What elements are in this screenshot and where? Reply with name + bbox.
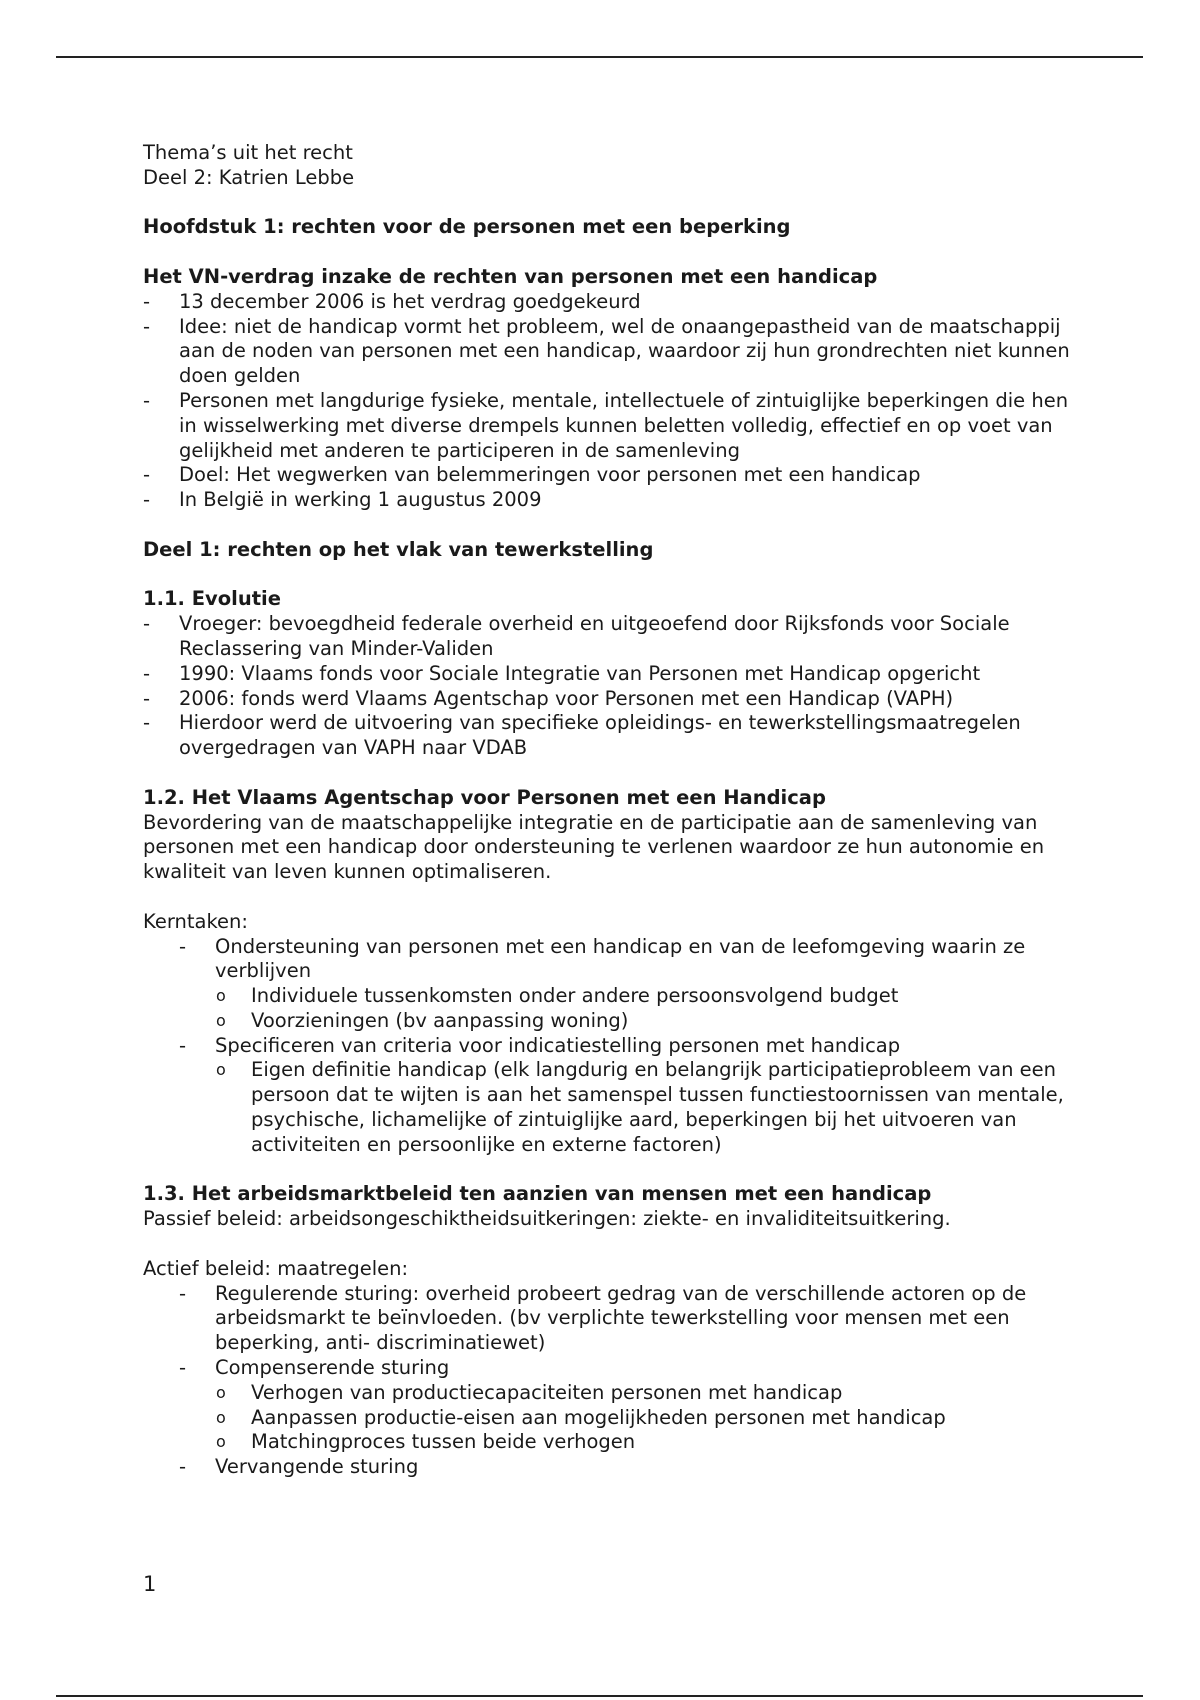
list-item: - Regulerende sturing: overheid probeert gedrag van de verschillende actoren op de arbeidsmarkt te beïnvloeden. (bv verplichte tewerkstelling voor mensen met een beperking, anti- discriminatiewet) (143, 1282, 1083, 1356)
section-1-1-heading: 1.1. Evolutie (143, 587, 281, 611)
sub-list-item: o Eigen definitie handicap (elk langdurig en belangrijk participatieprobleem van een persoon dat te wijten is aan het samenspel tussen functiestoornissen van mentale, psychische, lichamelijke of zintuiglijke aard, beperkingen bij het uitvoeren van activiteiten en persoonlijke en externe factoren) (215, 1058, 1083, 1157)
list-item (143, 1034, 1083, 1158)
course-title: Thema’s uit het recht (143, 141, 353, 164)
task-text: Specificeren van criteria voor indicatiestelling personen met handicap (215, 1033, 901, 1057)
sub-list-item: o Voorzieningen (bv aanpassing woning) (215, 1009, 1083, 1034)
list-item: - Doel: Het wegwerken van belemmeringen voor personen met een handicap (143, 463, 1083, 488)
sub-list-item: o Verhogen van productiecapaciteiten personen met handicap (215, 1381, 1083, 1406)
list-item: - 2006: fonds werd Vlaams Agentschap voor Personen met een Handicap (VAPH) (143, 687, 1083, 712)
vn-list (143, 290, 1083, 513)
list-item: - 13 december 2006 is het verdrag goedgekeurd (143, 290, 1083, 315)
sub-list (215, 984, 1083, 1034)
list-item: - 1990: Vlaams fonds voor Sociale Integratie van Personen met Handicap opgericht (143, 662, 1083, 687)
evolution-list (143, 612, 1083, 761)
footer-rule (56, 1695, 1143, 1697)
list-item: - In België in werking 1 augustus 2009 (143, 488, 1083, 513)
chapter-heading: Hoofdstuk 1: rechten voor de personen met een beperking (143, 215, 791, 239)
kerntaken-label: Kerntaken: (143, 909, 248, 933)
list-item: - Hierdoor werd de uitvoering van specifieke opleidings- en tewerkstellingsmaatregelen overgedragen van VAPH naar VDAB (143, 711, 1083, 761)
task-text: Compenserende sturing (215, 1356, 450, 1380)
vaph-intro: Bevordering van de maatschappelijke integratie en de participatie aan de samenleving van personen met een handicap door ondersteuning te verlenen waardoor ze hun autonomie en kwaliteit van leven kunnen optimaliseren. (143, 810, 1045, 884)
section-1-3-heading: 1.3. Het arbeidsmarktbeleid ten aanzien van mensen met een handicap (143, 1182, 932, 1206)
sub-list-item: o Aanpassen productie-eisen aan mogelijkheden personen met handicap (215, 1406, 1083, 1431)
list-item: - Idee: niet de handicap vormt het probleem, wel de onaangepastheid van de maatschappij aan de noden van personen met een handicap, waardoor zij hun grondrechten niet kunnen doen gelden (143, 315, 1083, 389)
document-body (143, 141, 1083, 1480)
header-rule (56, 56, 1143, 58)
active-policy-list (143, 1282, 1083, 1480)
list-item (143, 935, 1083, 1034)
passive-policy: Passief beleid: arbeidsongeschiktheidsuitkeringen: ziekte- en invaliditeitsuitkering. (143, 1207, 951, 1231)
task-text: Ondersteuning van personen met een handicap en van de leefomgeving waarin ze verblijven (215, 934, 1026, 983)
sub-list-item: o Individuele tussenkomsten onder andere persoonsvolgend budget (215, 984, 1083, 1009)
section-1-2-heading: 1.2. Het Vlaams Agentschap voor Personen met een Handicap (143, 785, 826, 809)
sub-list (215, 1058, 1083, 1157)
active-policy-label: Actief beleid: maatregelen: (143, 1256, 409, 1280)
sub-list (215, 1381, 1083, 1455)
course-subtitle: Deel 2: Katrien Lebbe (143, 165, 355, 189)
part-heading: Deel 1: rechten op het vlak van tewerkstelling (143, 537, 654, 561)
list-item (143, 1356, 1083, 1455)
sub-list-item: o Matchingproces tussen beide verhogen (215, 1430, 1083, 1455)
list-item: - Vroeger: bevoegdheid federale overheid en uitgeoefend door Rijksfonds voor Sociale Reclassering van Minder-Validen (143, 612, 1083, 662)
list-item: - Vervangende sturing (143, 1455, 1083, 1480)
kerntaken-list (143, 935, 1083, 1158)
list-item: - Personen met langdurige fysieke, mentale, intellectuele of zintuiglijke beperkingen die hen in wisselwerking met diverse drempels kunnen beletten volledig, effectief en op voet van gelijkheid met anderen te participeren in de samenleving (143, 389, 1083, 463)
vn-heading: Het VN-verdrag inzake de rechten van personen met een handicap (143, 264, 878, 288)
page-number: 1 (143, 1572, 157, 1596)
